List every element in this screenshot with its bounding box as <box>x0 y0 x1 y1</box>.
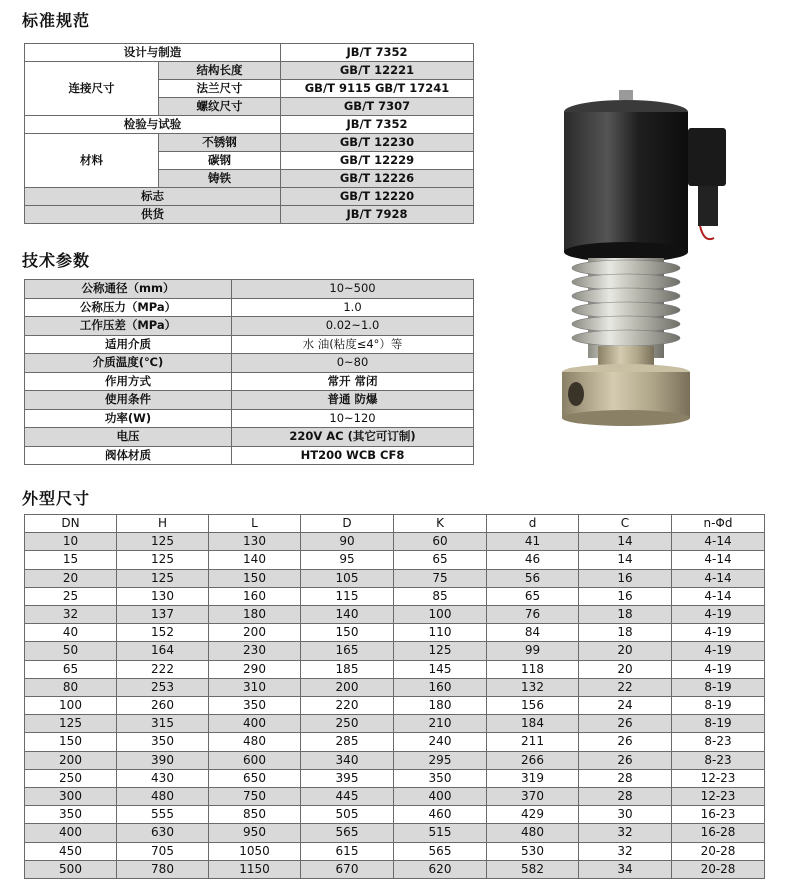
table-cell: 515 <box>394 824 487 842</box>
table-cell: 315 <box>117 715 209 733</box>
table-cell: 16-28 <box>672 824 765 842</box>
table-cell: 140 <box>301 606 394 624</box>
table-cell: 185 <box>301 660 394 678</box>
table-cell: 350 <box>25 806 117 824</box>
table-cell: 85 <box>394 587 487 605</box>
tech-label: 功率(W) <box>25 409 232 428</box>
table-cell: 4-19 <box>672 660 765 678</box>
table-cell: 65 <box>394 551 487 569</box>
table-cell: 620 <box>394 860 487 878</box>
table-cell: 390 <box>117 751 209 769</box>
table-cell: 350 <box>394 769 487 787</box>
tech-value: HT200 WCB CF8 <box>232 446 474 465</box>
tech-title: 技术参数 <box>22 251 91 270</box>
table-cell: 250 <box>301 715 394 733</box>
table-cell: 184 <box>487 715 579 733</box>
tech-label: 公称通径（mm） <box>25 280 232 299</box>
table-row <box>25 769 765 787</box>
table-cell: 56 <box>487 569 579 587</box>
std-value: JB/T 7928 <box>281 206 474 224</box>
table-row <box>25 569 765 587</box>
table-cell: 18 <box>579 606 672 624</box>
tech-label: 使用条件 <box>25 391 232 410</box>
table-cell: 14 <box>579 533 672 551</box>
table-cell: 222 <box>117 660 209 678</box>
table-cell: 565 <box>394 842 487 860</box>
tech-label: 公称压力（MPa） <box>25 298 232 317</box>
table-cell: 41 <box>487 533 579 551</box>
std-label: 螺纹尺寸 <box>159 98 281 116</box>
table-cell: 65 <box>487 587 579 605</box>
table-cell: 115 <box>301 587 394 605</box>
tech-value: 0.02~1.0 <box>232 317 474 336</box>
std-label: 供货 <box>25 206 281 224</box>
solenoid-valve-image <box>548 88 748 433</box>
table-row <box>25 806 765 824</box>
cooling-fins <box>572 258 680 358</box>
table-cell: 400 <box>394 788 487 806</box>
table-cell: 430 <box>117 769 209 787</box>
table-cell: 300 <box>25 788 117 806</box>
column-header: d <box>487 515 579 533</box>
table-cell: 750 <box>209 788 301 806</box>
table-cell: 8-23 <box>672 751 765 769</box>
table-cell: 32 <box>25 606 117 624</box>
table-cell: 8-23 <box>672 733 765 751</box>
std-value: JB/T 7352 <box>281 44 474 62</box>
table-cell: 130 <box>117 587 209 605</box>
table-cell: 582 <box>487 860 579 878</box>
std-label: 结构长度 <box>159 62 281 80</box>
table-cell: 350 <box>209 697 301 715</box>
column-header: H <box>117 515 209 533</box>
std-label: 检验与试验 <box>25 116 281 134</box>
table-row <box>25 533 765 551</box>
table-cell: 429 <box>487 806 579 824</box>
table-cell: 150 <box>25 733 117 751</box>
table-cell: 400 <box>209 715 301 733</box>
table-cell: 125 <box>25 715 117 733</box>
table-cell: 26 <box>579 715 672 733</box>
std-value: GB/T 12229 <box>281 152 474 170</box>
table-cell: 530 <box>487 842 579 860</box>
table-cell: 99 <box>487 642 579 660</box>
table-cell: 16 <box>579 569 672 587</box>
table-cell: 164 <box>117 642 209 660</box>
table-cell: 95 <box>301 551 394 569</box>
table-cell: 200 <box>25 751 117 769</box>
table-cell: 850 <box>209 806 301 824</box>
table-cell: 12-23 <box>672 788 765 806</box>
table-cell: 211 <box>487 733 579 751</box>
table-cell: 4-14 <box>672 551 765 569</box>
table-cell: 76 <box>487 606 579 624</box>
table-cell: 125 <box>117 569 209 587</box>
table-cell: 200 <box>301 678 394 696</box>
table-cell: 4-19 <box>672 624 765 642</box>
table-cell: 450 <box>25 842 117 860</box>
table-cell: 26 <box>579 733 672 751</box>
table-cell: 65 <box>25 660 117 678</box>
table-cell: 10 <box>25 533 117 551</box>
table-header-row <box>25 515 765 533</box>
tech-label: 阀体材质 <box>25 446 232 465</box>
table-cell: 20-28 <box>672 842 765 860</box>
dims-title: 外型尺寸 <box>22 489 91 508</box>
table-cell: 310 <box>209 678 301 696</box>
table-cell: 253 <box>117 678 209 696</box>
table-cell: 240 <box>394 733 487 751</box>
table-cell: 565 <box>301 824 394 842</box>
table-cell: 480 <box>209 733 301 751</box>
table-row <box>25 842 765 860</box>
tech-label: 适用介质 <box>25 335 232 354</box>
tech-label: 介质温度(℃) <box>25 354 232 373</box>
table-cell: 145 <box>394 660 487 678</box>
std-value: GB/T 7307 <box>281 98 474 116</box>
std-value: JB/T 7352 <box>281 116 474 134</box>
table-row <box>25 678 765 696</box>
table-cell: 4-14 <box>672 587 765 605</box>
table-cell: 319 <box>487 769 579 787</box>
table-cell: 1150 <box>209 860 301 878</box>
table-cell: 12-23 <box>672 769 765 787</box>
table-cell: 480 <box>487 824 579 842</box>
std-label: 标志 <box>25 188 281 206</box>
table-cell: 50 <box>25 642 117 660</box>
table-cell: 152 <box>117 624 209 642</box>
std-value: GB/T 12220 <box>281 188 474 206</box>
column-header: D <box>301 515 394 533</box>
table-cell: 400 <box>25 824 117 842</box>
tech-params-table <box>24 279 474 465</box>
std-value: GB/T 12226 <box>281 170 474 188</box>
table-cell: 8-19 <box>672 715 765 733</box>
table-cell: 150 <box>301 624 394 642</box>
table-cell: 15 <box>25 551 117 569</box>
tech-value: 0~80 <box>232 354 474 373</box>
table-cell: 20 <box>579 660 672 678</box>
table-cell: 110 <box>394 624 487 642</box>
table-cell: 630 <box>117 824 209 842</box>
table-cell: 555 <box>117 806 209 824</box>
table-cell: 500 <box>25 860 117 878</box>
table-cell: 24 <box>579 697 672 715</box>
table-row <box>25 642 765 660</box>
table-row <box>25 606 765 624</box>
table-cell: 8-19 <box>672 697 765 715</box>
tech-value: 1.0 <box>232 298 474 317</box>
table-cell: 615 <box>301 842 394 860</box>
table-cell: 28 <box>579 769 672 787</box>
table-cell: 260 <box>117 697 209 715</box>
table-cell: 132 <box>487 678 579 696</box>
table-cell: 295 <box>394 751 487 769</box>
standards-table <box>24 43 474 224</box>
table-cell: 505 <box>301 806 394 824</box>
table-cell: 705 <box>117 842 209 860</box>
table-cell: 370 <box>487 788 579 806</box>
table-cell: 25 <box>25 587 117 605</box>
column-header: L <box>209 515 301 533</box>
table-cell: 140 <box>209 551 301 569</box>
tech-value: 220V AC (其它可订制) <box>232 428 474 447</box>
tech-value: 10~120 <box>232 409 474 428</box>
table-cell: 230 <box>209 642 301 660</box>
table-cell: 32 <box>579 824 672 842</box>
table-cell: 480 <box>117 788 209 806</box>
table-row <box>25 660 765 678</box>
table-row <box>25 715 765 733</box>
table-cell: 200 <box>209 624 301 642</box>
table-cell: 125 <box>394 642 487 660</box>
table-cell: 26 <box>579 751 672 769</box>
column-header: K <box>394 515 487 533</box>
table-cell: 150 <box>209 569 301 587</box>
std-value: GB/T 9115 GB/T 17241 <box>281 80 474 98</box>
table-row <box>25 624 765 642</box>
table-cell: 84 <box>487 624 579 642</box>
table-cell: 180 <box>209 606 301 624</box>
table-cell: 28 <box>579 788 672 806</box>
table-cell: 90 <box>301 533 394 551</box>
table-cell: 165 <box>301 642 394 660</box>
table-cell: 160 <box>209 587 301 605</box>
table-cell: 118 <box>487 660 579 678</box>
table-cell: 130 <box>209 533 301 551</box>
table-cell: 18 <box>579 624 672 642</box>
std-label: 设计与制造 <box>25 44 281 62</box>
table-cell: 105 <box>301 569 394 587</box>
table-cell: 210 <box>394 715 487 733</box>
tech-value: 普通 防爆 <box>232 391 474 410</box>
table-cell: 1050 <box>209 842 301 860</box>
table-cell: 4-19 <box>672 642 765 660</box>
table-cell: 780 <box>117 860 209 878</box>
table-cell: 75 <box>394 569 487 587</box>
table-cell: 80 <box>25 678 117 696</box>
table-cell: 600 <box>209 751 301 769</box>
table-cell: 100 <box>25 697 117 715</box>
table-row <box>25 697 765 715</box>
tech-label: 作用方式 <box>25 372 232 391</box>
table-cell: 395 <box>301 769 394 787</box>
std-group-label: 连接尺寸 <box>25 62 159 116</box>
table-cell: 250 <box>25 769 117 787</box>
table-cell: 125 <box>117 551 209 569</box>
table-row <box>25 587 765 605</box>
table-cell: 340 <box>301 751 394 769</box>
tech-label: 电压 <box>25 428 232 447</box>
table-row <box>25 824 765 842</box>
table-cell: 266 <box>487 751 579 769</box>
table-cell: 40 <box>25 624 117 642</box>
table-cell: 290 <box>209 660 301 678</box>
table-row <box>25 788 765 806</box>
table-cell: 4-14 <box>672 533 765 551</box>
table-cell: 34 <box>579 860 672 878</box>
tech-label: 工作压差（MPa） <box>25 317 232 336</box>
table-cell: 180 <box>394 697 487 715</box>
table-cell: 100 <box>394 606 487 624</box>
table-row <box>25 551 765 569</box>
dimensions-table <box>24 514 765 879</box>
table-cell: 20-28 <box>672 860 765 878</box>
column-header: n-Φd <box>672 515 765 533</box>
table-cell: 22 <box>579 678 672 696</box>
table-cell: 16 <box>579 587 672 605</box>
std-label: 碳钢 <box>159 152 281 170</box>
column-header: C <box>579 515 672 533</box>
table-cell: 650 <box>209 769 301 787</box>
std-value: GB/T 12221 <box>281 62 474 80</box>
table-cell: 220 <box>301 697 394 715</box>
table-cell: 445 <box>301 788 394 806</box>
table-cell: 20 <box>25 569 117 587</box>
tech-value: 水 油(粘度≤4°）等 <box>232 335 474 354</box>
table-cell: 670 <box>301 860 394 878</box>
table-cell: 8-19 <box>672 678 765 696</box>
table-cell: 16-23 <box>672 806 765 824</box>
std-label: 铸铁 <box>159 170 281 188</box>
table-cell: 460 <box>394 806 487 824</box>
table-cell: 125 <box>117 533 209 551</box>
table-cell: 137 <box>117 606 209 624</box>
table-cell: 156 <box>487 697 579 715</box>
table-cell: 285 <box>301 733 394 751</box>
std-label: 法兰尺寸 <box>159 80 281 98</box>
column-header: DN <box>25 515 117 533</box>
tech-value: 常开 常闭 <box>232 372 474 391</box>
table-cell: 32 <box>579 842 672 860</box>
table-cell: 4-19 <box>672 606 765 624</box>
table-row <box>25 733 765 751</box>
table-cell: 4-14 <box>672 569 765 587</box>
tech-value: 10~500 <box>232 280 474 299</box>
std-label: 不锈钢 <box>159 134 281 152</box>
std-value: GB/T 12230 <box>281 134 474 152</box>
table-cell: 350 <box>117 733 209 751</box>
table-row <box>25 751 765 769</box>
standards-title: 标准规范 <box>22 11 91 30</box>
table-cell: 20 <box>579 642 672 660</box>
table-row <box>25 860 765 878</box>
table-cell: 160 <box>394 678 487 696</box>
std-group-label: 材料 <box>25 134 159 188</box>
table-cell: 46 <box>487 551 579 569</box>
table-cell: 950 <box>209 824 301 842</box>
table-cell: 30 <box>579 806 672 824</box>
table-cell: 14 <box>579 551 672 569</box>
table-cell: 60 <box>394 533 487 551</box>
